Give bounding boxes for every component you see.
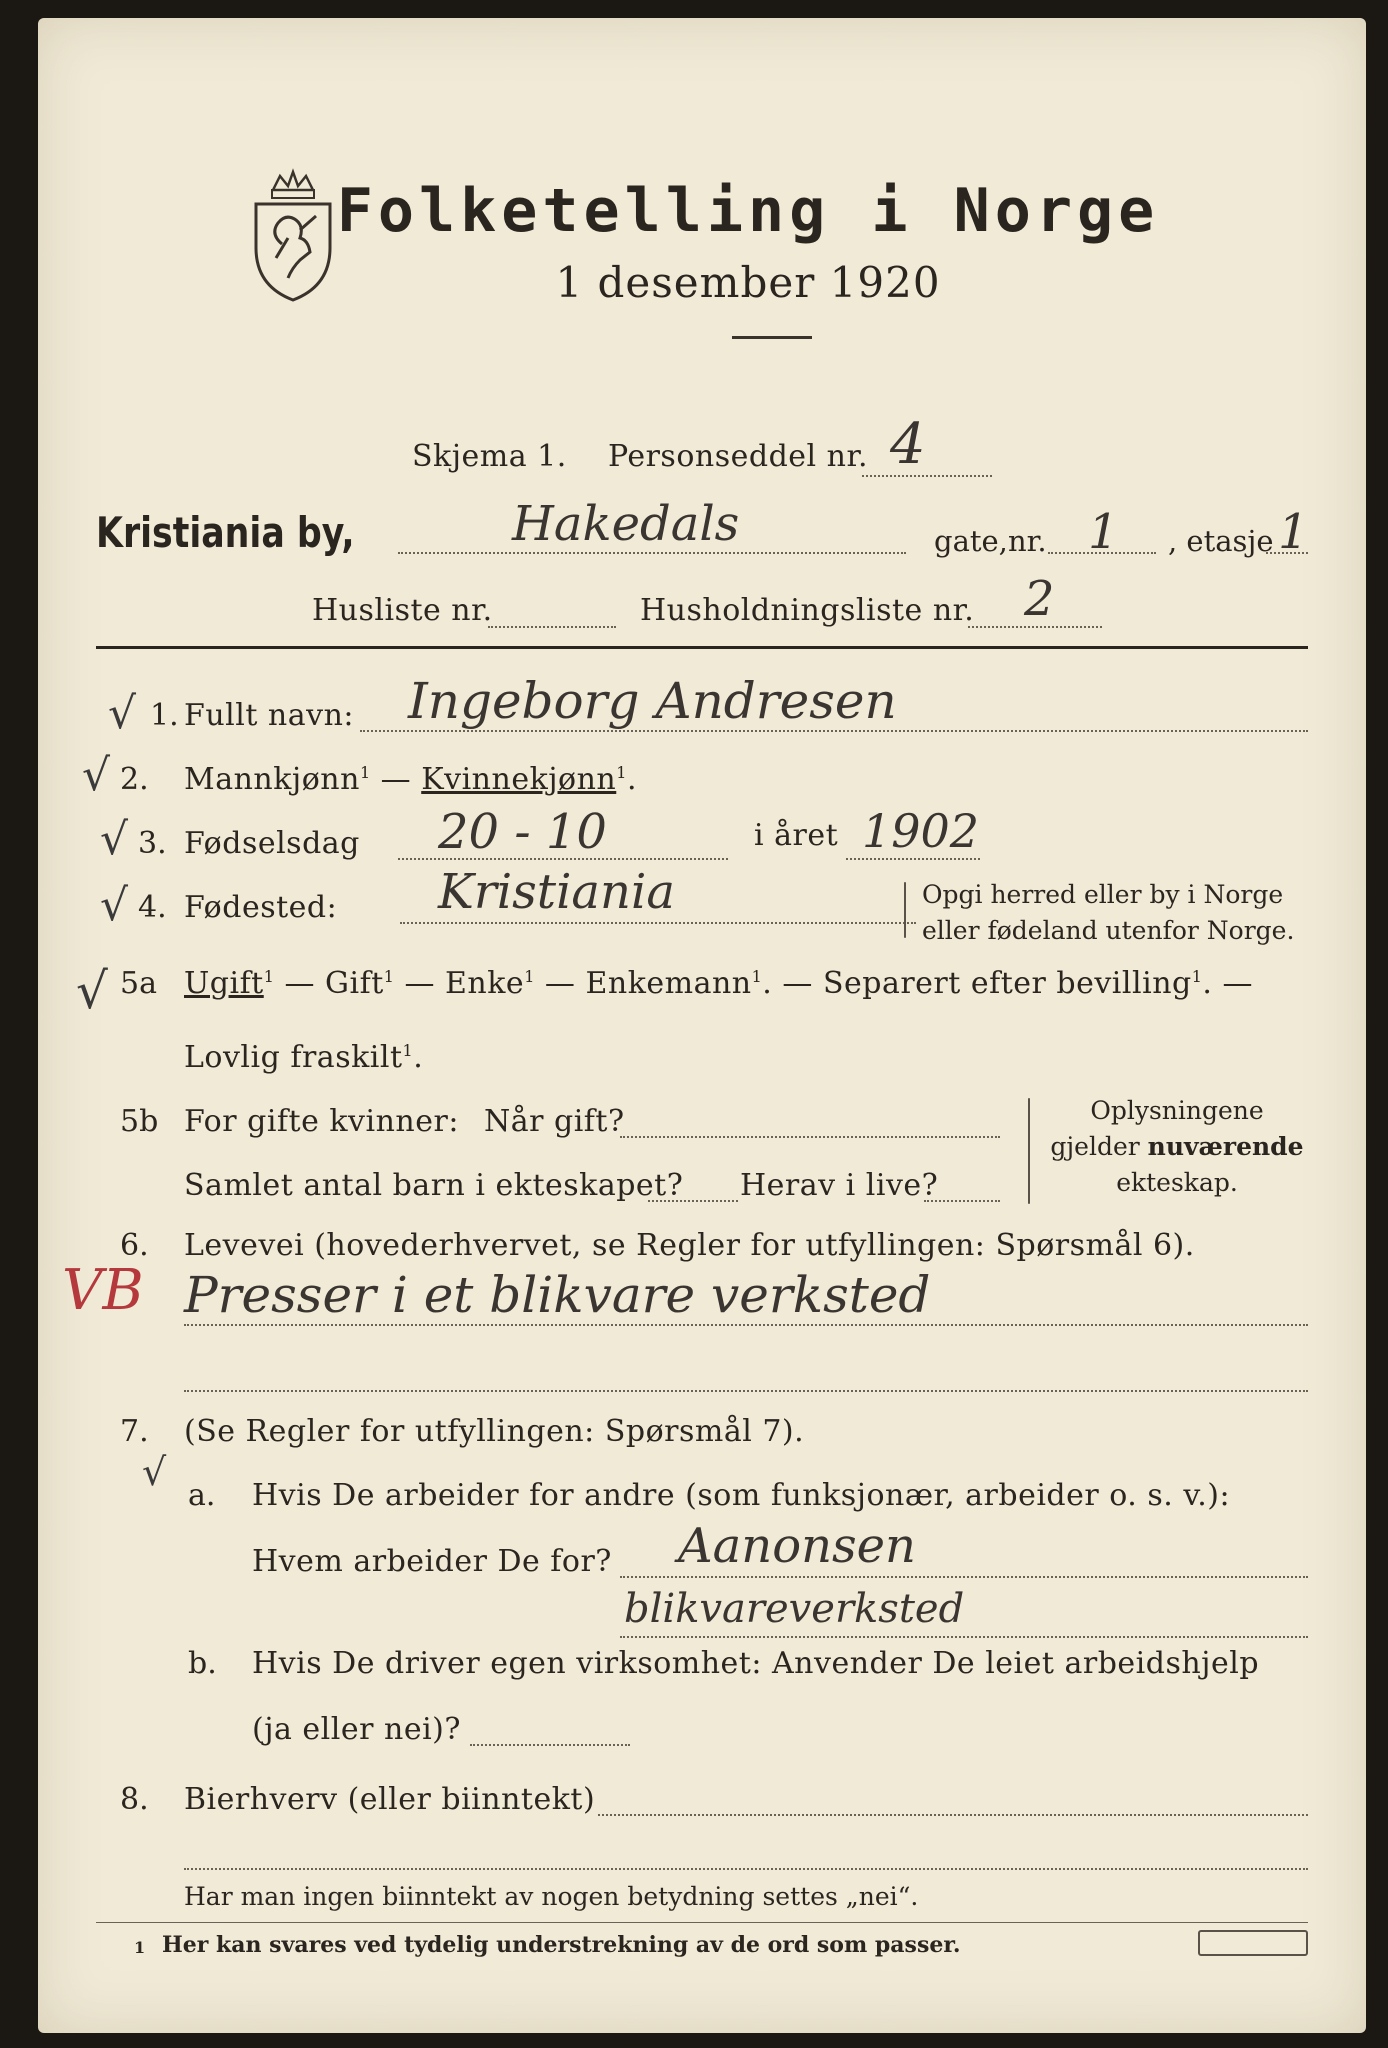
note-text: gjelder <box>1050 1132 1148 1161</box>
q5b-note-line3: ekteskap. <box>1116 1168 1238 1197</box>
nr-value: 1 <box>1088 504 1119 560</box>
note-bold: nuværende <box>1147 1132 1304 1161</box>
q1-label: Fullt navn: <box>184 698 355 733</box>
footnote-mark: 1 <box>134 1938 146 1957</box>
q2-male-sup: 1 <box>359 763 371 782</box>
q5b-note-line1: Oplysningene <box>1090 1096 1264 1125</box>
census-form <box>38 18 1366 2033</box>
q3-value: 20 - 10 <box>438 804 607 860</box>
q5b-label: For gifte kvinner: <box>184 1104 459 1139</box>
q2-male[interactable]: Mannkjønn <box>184 762 360 797</box>
q3-check-mark: √ <box>100 814 129 865</box>
q1-field <box>360 730 1308 732</box>
form-title: Folketelling i Norge <box>336 176 1160 246</box>
street-field <box>398 552 906 554</box>
footnote-divider <box>96 1922 1308 1923</box>
q3-year-field <box>846 858 980 860</box>
q7b-text: Hvis De driver egen virksomhet: Anvender De leiet arbeidshjelp <box>252 1646 1260 1681</box>
q1-number: 1. <box>150 698 179 733</box>
q5b-note-line2 <box>1048 1132 1306 1161</box>
dash: — <box>404 966 435 1001</box>
q6-field-1 <box>184 1324 1308 1326</box>
sup: 1 <box>402 1041 414 1060</box>
q4-number: 4. <box>138 890 167 925</box>
dash: — <box>284 966 315 1001</box>
q5b-alive-field <box>924 1200 1000 1202</box>
q2-sep: — <box>380 762 412 797</box>
q5a-enkemann[interactable]: Enkemann <box>585 966 752 1001</box>
husliste-field <box>488 626 616 628</box>
q2-check-mark: √ <box>82 750 111 801</box>
q6-value: Presser i et blikvare verksted <box>184 1266 931 1324</box>
q7a-question: Hvem arbeider De for? <box>252 1544 612 1579</box>
nr-label: nr. <box>1008 524 1047 558</box>
sup: 1 <box>263 967 275 986</box>
q2-female[interactable]: Kvinnekjønn <box>421 762 617 797</box>
q5b-alive: Herav i live? <box>740 1168 939 1203</box>
q5b-children-field <box>648 1200 738 1202</box>
sup: 1 <box>1191 967 1203 986</box>
q6-field-2 <box>184 1390 1308 1392</box>
q7a-field-1 <box>620 1576 1308 1578</box>
q5a-enke[interactable]: Enke <box>445 966 525 1001</box>
q7b-number: b. <box>188 1646 217 1681</box>
q7b-question: (ja eller nei)? <box>252 1712 461 1747</box>
q5a-options <box>184 966 1253 1001</box>
q6-label: Levevei (hovederhvervet, se Regler for utfyllingen: Spørsmål 6). <box>184 1228 1195 1263</box>
footnote-text: Her kan svares ved tydelig understrekning av de ord som passer. <box>162 1932 961 1958</box>
q5b-brace <box>1028 1098 1030 1204</box>
q4-label: Fødested: <box>184 890 338 925</box>
q8-field-2 <box>184 1868 1308 1870</box>
q8-note: Har man ingen biinntekt av nogen betydning settes „nei“. <box>184 1882 919 1911</box>
q2-female-sup: 1 <box>616 763 627 782</box>
q4-brace <box>904 882 906 938</box>
q5b-when-field <box>620 1136 1000 1138</box>
period: . <box>413 1040 424 1075</box>
q5b-number: 5b <box>120 1104 159 1139</box>
sup: 1 <box>383 967 395 986</box>
q8-field-1 <box>598 1814 1308 1816</box>
q7a-text: Hvis De arbeider for andre (som funksjonær, arbeider o. s. v.): <box>252 1478 1231 1513</box>
dash: — <box>544 966 576 1001</box>
q7a-number: a. <box>188 1478 216 1513</box>
q8-number: 8. <box>120 1782 149 1817</box>
q7-check-mark: √ <box>142 1450 167 1494</box>
q7a-value-1: Aanonsen <box>678 1518 916 1574</box>
husholdningsliste-label: Husholdningsliste nr. <box>640 593 975 628</box>
personseddel-value: 4 <box>890 412 926 477</box>
q7-label: (Se Regler for utfyllingen: Spørsmål 7). <box>184 1414 805 1449</box>
city-label: Kristiania by, <box>96 508 355 557</box>
q6-margin-code: VB <box>62 1258 144 1323</box>
etasje-label: , etasje <box>1168 524 1274 558</box>
title-rule <box>732 336 812 339</box>
q2-end: . <box>626 762 637 797</box>
period: . <box>1202 966 1213 1001</box>
q5a-separert[interactable]: Separert efter bevilling <box>822 966 1192 1001</box>
q7-number: 7. <box>120 1414 149 1449</box>
q1-check-mark: √ <box>108 688 137 739</box>
q6-number: 6. <box>120 1228 149 1263</box>
q7a-field-2 <box>620 1636 1308 1638</box>
q4-value: Kristiania <box>438 864 675 920</box>
q1-value: Ingeborg Andresen <box>408 672 897 730</box>
q5b-children: Samlet antal barn i ekteskapet? <box>184 1168 684 1203</box>
husholdningsliste-value: 2 <box>1024 571 1055 627</box>
q3-year-value: 1902 <box>862 804 980 858</box>
header-divider <box>96 646 1308 649</box>
form-date: 1 desember 1920 <box>555 258 941 307</box>
q4-note-line1: Opgi herred eller by i Norge <box>922 880 1284 909</box>
period: . <box>762 966 773 1001</box>
q5a-number: 5a <box>120 966 157 1001</box>
q5b-when: Når gift? <box>484 1104 625 1139</box>
sup: 1 <box>751 967 763 986</box>
q4-note-line2: eller fødeland utenfor Norge. <box>922 916 1295 945</box>
dash: — <box>782 966 813 1001</box>
q4-field <box>400 922 916 924</box>
q8-label: Bierhverv (eller biinntekt) <box>184 1782 596 1817</box>
q2-line <box>184 762 637 797</box>
q3-label: Fødselsdag <box>184 826 360 861</box>
personseddel-label: Personseddel nr. <box>608 439 869 474</box>
q5a-fraskilt[interactable]: Lovlig fraskilt <box>184 1040 403 1075</box>
q7b-field <box>470 1744 630 1746</box>
q5a-gift[interactable]: Gift <box>325 966 384 1001</box>
street-value: Hakedals <box>512 496 740 552</box>
printer-stamp <box>1198 1930 1308 1956</box>
q5a-ugift[interactable]: Ugift <box>184 966 264 1001</box>
sup: 1 <box>524 967 535 986</box>
personseddel-field <box>862 475 992 477</box>
q7a-value-2: blikvareverksted <box>624 1586 965 1632</box>
q2-number: 2. <box>120 762 149 797</box>
q5a-line2 <box>184 1040 423 1075</box>
dash: — <box>1222 966 1253 1001</box>
q4-check-mark: √ <box>100 880 129 931</box>
gate-label: gate, <box>934 524 1008 558</box>
schema-label: Skjema 1. <box>412 439 567 474</box>
husliste-label: Husliste nr. <box>312 593 493 628</box>
etasje-value: 1 <box>1278 504 1309 560</box>
q3-number: 3. <box>138 826 167 861</box>
q5a-check-mark: √ <box>76 962 108 1020</box>
q3-year-label: i året <box>754 818 839 853</box>
